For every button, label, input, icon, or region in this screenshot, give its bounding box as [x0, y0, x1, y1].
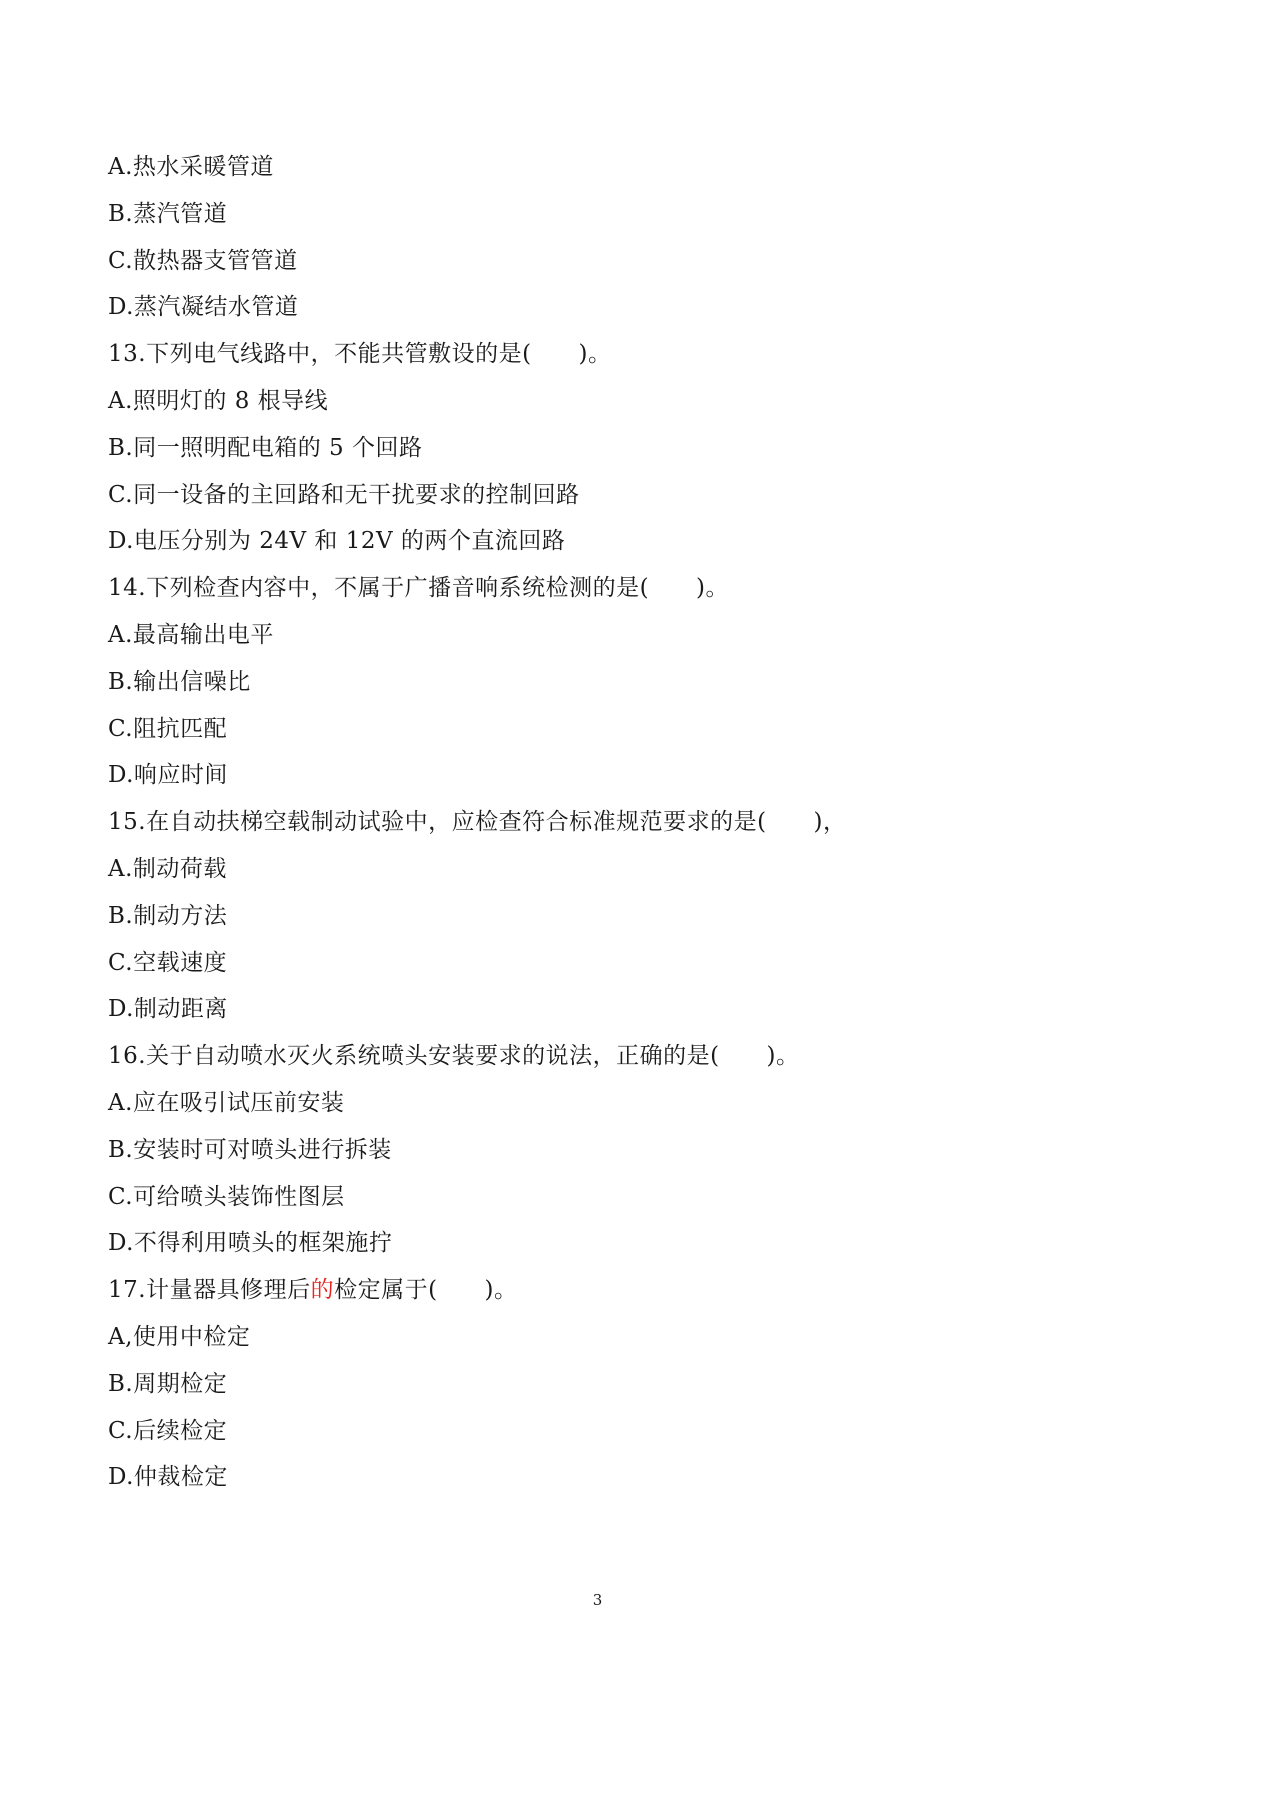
q13-question: 13.下列电气线路中，不能共管敷设的是( )。 [108, 341, 612, 367]
q13-option-d: D.电压分别为 24V 和 12V 的两个直流回路 [108, 528, 566, 554]
q12-option-c: C.散热器支管管道 [108, 248, 298, 274]
q15-option-a: A.制动荷载 [108, 856, 227, 882]
q17-text-before: 17.计量器具修理后 [108, 1277, 311, 1303]
q12-option-b: B.蒸汽管道 [108, 201, 228, 227]
q17-option-d: D.仲裁检定 [108, 1464, 228, 1490]
q13-option-c: C.同一设备的主回路和无干扰要求的控制回路 [108, 482, 580, 508]
q17-option-c: C.后续检定 [108, 1418, 228, 1444]
q14-option-d: D.响应时间 [108, 762, 228, 788]
q14-option-a: A.最高输出电平 [108, 622, 274, 648]
q15-option-c: C.空载速度 [108, 950, 228, 976]
q14-option-c: C.阻抗匹配 [108, 716, 228, 742]
q17-option-b: B.周期检定 [108, 1371, 228, 1397]
q16-question: 16.关于自动喷水灭火系统喷头安装要求的说法，正确的是( )。 [108, 1043, 800, 1069]
q12-option-a: A.热水采暖管道 [108, 154, 274, 180]
q16-option-d: D.不得利用喷头的框架施拧 [108, 1230, 393, 1256]
q13-option-b: B.同一照明配电箱的 5 个回路 [108, 435, 423, 461]
q15-option-d: D.制动距离 [108, 996, 228, 1022]
q17-text-after: 检定属于( )。 [334, 1277, 518, 1303]
q17-highlight: 的 [310, 1277, 335, 1303]
q15-option-b: B.制动方法 [108, 903, 228, 929]
q12-option-d: D.蒸汽凝结水管道 [108, 294, 299, 320]
q17-option-a: A,使用中检定 [108, 1324, 251, 1350]
q16-option-c: C.可给喷头装饰性图层 [108, 1184, 345, 1210]
q16-option-a: A.应在吸引试压前安装 [108, 1090, 345, 1116]
page-number: 3 [592, 1591, 603, 1609]
q15-question: 15.在自动扶梯空载制动试验中，应检查符合标准规范要求的是( )， [108, 809, 847, 835]
q17-question [108, 1275, 518, 1305]
q13-option-a: A.照明灯的 8 根导线 [108, 388, 329, 414]
q14-question: 14.下列检查内容中，不属于广播音响系统检测的是( )。 [108, 575, 730, 601]
q14-option-b: B.输出信噪比 [108, 669, 251, 695]
q16-option-b: B.安装时可对喷头进行拆装 [108, 1137, 392, 1163]
